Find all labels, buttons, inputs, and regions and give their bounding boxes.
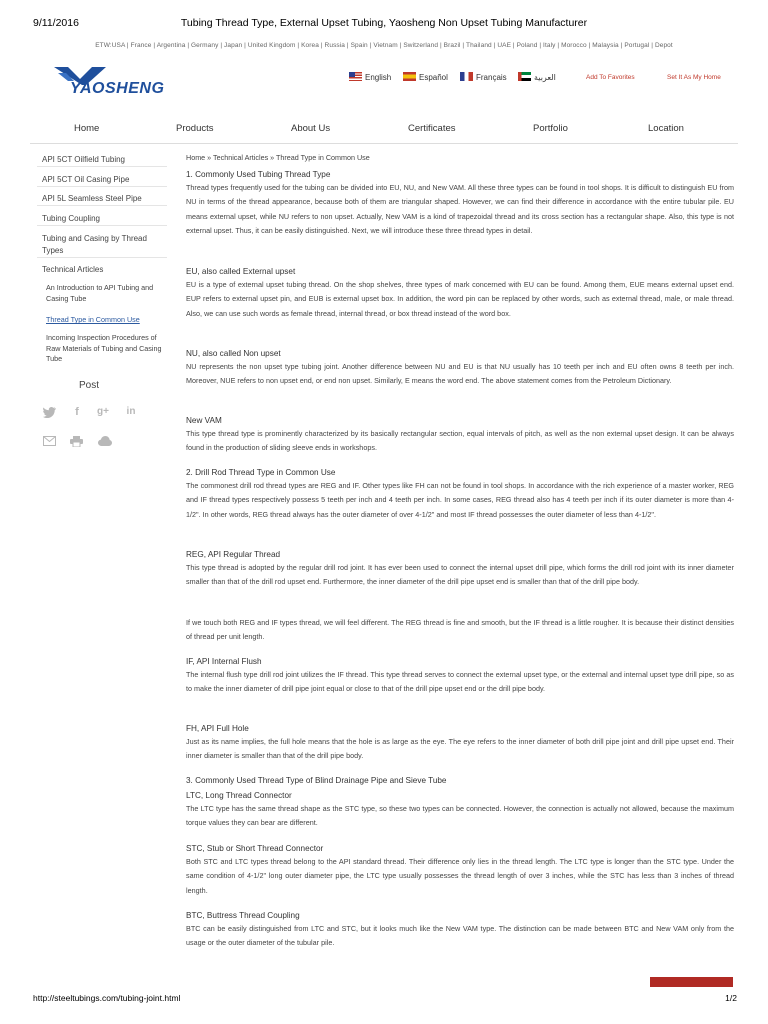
spain-flag-icon: [403, 72, 416, 81]
section-reg-vs-if: [186, 616, 734, 645]
section-paragraph: NU represents the non upset type tubing joint. Another difference between NU and EU is that NU usually has 10 teeth per inch and EU often owns 8 teeth per inch. Moreover, NUE refers to non upset end, or end non upset. Similarly, E means the word end. The above statement comes from the Petroleum Dictionary.: [186, 362, 734, 386]
sidebar-item-api5l-pipe[interactable]: API 5L Seamless Steel Pipe: [37, 193, 167, 206]
section-nu: [186, 348, 734, 389]
sidebar-sub-inspection[interactable]: Incoming Inspection Procedures of Raw Materials of Tubing and Casing Tube: [46, 333, 162, 363]
section-stc: [186, 843, 734, 898]
sidebar-item-tubing-coupling[interactable]: Tubing Coupling: [37, 213, 167, 226]
lang-arabic[interactable]: العربية: [518, 72, 556, 82]
section-heading: BTC, Buttress Thread Coupling: [186, 911, 300, 920]
country-links-strip[interactable]: ETW:USA | France | Argentina | Germany | Japan | United Kingdom | Korea | Russia | Spain | Vietnam | Switzerland | Brazil | Thailand | UAE | Poland | Italy | Morocco | Malaysia | Portugal | Depot: [95, 42, 673, 49]
section-paragraph: Thread types frequently used for the tubing can be divided into EU, NU, and New VAM. All these three types can be found in tool shops. It is difficult to distinguish EU from NU in terms of the thread appearance, because both of them are triangular shaped. However, we can find their difference in accordance with the entire tubular pile. EU means external upset, while NU refers to non upset. Actually, New VAM is a kind of trapezoidal thread and its cross section has a rectangular shape. Also, this type is not external upset. Thus, it can be easily distinguished. Next, we will introduce these three thread types in detail.: [186, 183, 734, 236]
section-blind-drainage: [186, 775, 734, 787]
sidebar-item-thread-types[interactable]: Tubing and Casing by Thread Types: [37, 233, 167, 258]
add-to-favorites-link[interactable]: Add To Favorites: [586, 74, 635, 81]
lang-english[interactable]: English: [349, 72, 391, 82]
section-heading: EU, also called External upset: [186, 267, 296, 276]
back-to-top-bar[interactable]: [650, 977, 733, 987]
section-paragraph: If we touch both REG and IF types thread, we will feel different. The REG thread is fine and smooth, but the IF thread is a little rougher. It is because their distinct densities of thread per unit length.: [186, 618, 734, 642]
print-icon[interactable]: [69, 436, 83, 448]
google-plus-icon[interactable]: g+: [97, 406, 109, 417]
cloud-icon[interactable]: [98, 436, 112, 448]
section-reg: [186, 549, 734, 590]
section-heading: NU, also called Non upset: [186, 349, 281, 358]
section-paragraph: The LTC type has the same thread shape as the STC type, so these two types can be connected. However, the connection is actually not allowed, because the maximum torque values they can bear are different.: [186, 804, 734, 828]
uae-flag-icon: [518, 72, 531, 81]
us-flag-icon: [349, 72, 362, 81]
sidebar-sub-api-intro[interactable]: An Introduction to API Tubing and Casing Tube: [46, 283, 154, 303]
section-fh: [186, 723, 734, 764]
section-paragraph: Just as its name implies, the full hole means that the hole is as large as the eye. The eye refers to the inner diameter of both drill pipe joint and drill pipe upset end. Their inner diameter is smaller than that of the drill pipe body.: [186, 737, 734, 761]
section-paragraph: The internal flush type drill rod joint utilizes the IF thread. This type thread serves to connect the external upset type, or the external and internal upset type drill pipe, so as to make the inner diameter of drill pipe joint equal or close to that of the drill pipe upset end or the drill pipe body.: [186, 670, 734, 694]
sidebar-sub-thread-type[interactable]: Thread Type in Common Use: [46, 315, 140, 324]
section-paragraph: EU is a type of external upset tubing thread. On the shop shelves, three types of mark concerned with EU can be found. Among them, EUE means external upset end. EUP refers to external upset pin, and EUB is external upset box. In addition, the word pin can be replaced by other words, such as external thread, male, or male thread. Also, we can use such words as female thread, internal thread, or box thread instead of the word box.: [186, 280, 734, 318]
section-paragraph: Both STC and LTC types thread belong to the API standard thread. Their difference only lies in the thread length. The LTC type is longer than the STC type. Under the same condition of 4-1/2" long outer diameter pipe, the LTC type usually possesses the thread length of over 3 inches, while the STC has less than 3 inches of thread length.: [186, 857, 734, 895]
email-icon[interactable]: [42, 436, 56, 448]
nav-home[interactable]: Home: [74, 123, 100, 134]
section-heading: REG, API Regular Thread: [186, 550, 281, 559]
section-if: [186, 656, 734, 697]
site-logo[interactable]: [52, 64, 182, 102]
lang-spanish[interactable]: Español: [403, 72, 448, 82]
section-heading: LTC, Long Thread Connector: [186, 791, 292, 800]
print-footer: [0, 993, 768, 1007]
nav-location[interactable]: Location: [648, 123, 684, 134]
lang-french[interactable]: Français: [460, 72, 507, 82]
print-header: [0, 17, 768, 31]
section-new-vam: [186, 415, 734, 456]
section-eu: [186, 266, 734, 321]
section-paragraph: This type thread is adopted by the regular drill rod joint. It has ever been used to connect the internal upset drill pipe, which forms the drill rod joint with its inner diameter smaller than that of the drill rod upset end. Furthermore, the inner diameter of the drill pipe upset end is smaller than that of the drill pipe body.: [186, 563, 734, 587]
linkedin-icon[interactable]: in: [126, 406, 136, 417]
nav-portfolio[interactable]: Portfolio: [533, 123, 568, 134]
post-heading: Post: [79, 380, 100, 391]
france-flag-icon: [460, 72, 473, 81]
nav-certificates[interactable]: Certificates: [408, 123, 456, 134]
section-heading: 2. Drill Rod Thread Type in Common Use: [186, 468, 336, 477]
section-heading: 3. Commonly Used Thread Type of Blind Drainage Pipe and Sieve Tube: [186, 776, 447, 785]
section-ltc: [186, 790, 734, 831]
main-nav: [30, 111, 738, 144]
nav-about-us[interactable]: About Us: [291, 123, 331, 134]
sidebar-item-technical-articles[interactable]: Technical Articles: [42, 265, 104, 274]
section-heading: FH, API Full Hole: [186, 724, 249, 733]
facebook-icon[interactable]: f: [75, 406, 79, 418]
page-number: 1/2: [725, 993, 737, 1003]
nav-products[interactable]: Products: [176, 123, 214, 134]
sidebar-item-api5ct-tubing[interactable]: API 5CT Oilfield Tubing: [37, 154, 167, 167]
twitter-icon[interactable]: [42, 407, 56, 419]
logo-text: YAOSHENG: [70, 80, 165, 97]
print-title: Tubing Thread Type, External Upset Tubing, Yaosheng Non Upset Tubing Manufacturer: [180, 17, 588, 29]
section-heading: 1. Commonly Used Tubing Thread Type: [186, 170, 331, 179]
section-heading: STC, Stub or Short Thread Connector: [186, 844, 324, 853]
set-as-home-link[interactable]: Set It As My Home: [667, 74, 721, 81]
section-btc: [186, 910, 734, 951]
section-heading: New VAM: [186, 416, 222, 425]
breadcrumb[interactable]: Home » Technical Articles » Thread Type in Common Use: [186, 153, 370, 162]
section-paragraph: The commonest drill rod thread types are REG and IF. Other types like FH can not be found in tool shops. In accordance with the rich experience of a master worker, REG and IF thread types respectively possess 5 teeth per inch and 4 teeth per inch. In some cases, REG thread also has 4 teeth per inch if its outer diameter is more than 4-1/2". In other words, REG thread always has the outer diameter of over 4-1/2" and most IF thread possesses the outer diameter of less than 4-1/2".: [186, 481, 734, 519]
page-url[interactable]: http://steeltubings.com/tubing-joint.html: [33, 993, 181, 1003]
sidebar-item-api5ct-casing[interactable]: API 5CT Oil Casing Pipe: [37, 174, 167, 187]
section-paragraph: This type thread type is prominently characterized by its basically rectangular section, equal intervals of pitch, as well as the non external upset design. It can be always found in the production of sliding sleeve ends in workshops.: [186, 429, 734, 453]
section-tubing-thread-types: [186, 169, 734, 239]
section-drill-rod-threads: [186, 467, 734, 522]
section-paragraph: BTC can be easily distinguished from LTC and STC, but it looks much like the New VAM type. The distinction can be made between BTC and New VAM only from the usage or the outer diameter of the tubular pile.: [186, 924, 734, 948]
section-heading: IF, API Internal Flush: [186, 657, 262, 666]
print-date: 9/11/2016: [33, 17, 79, 29]
